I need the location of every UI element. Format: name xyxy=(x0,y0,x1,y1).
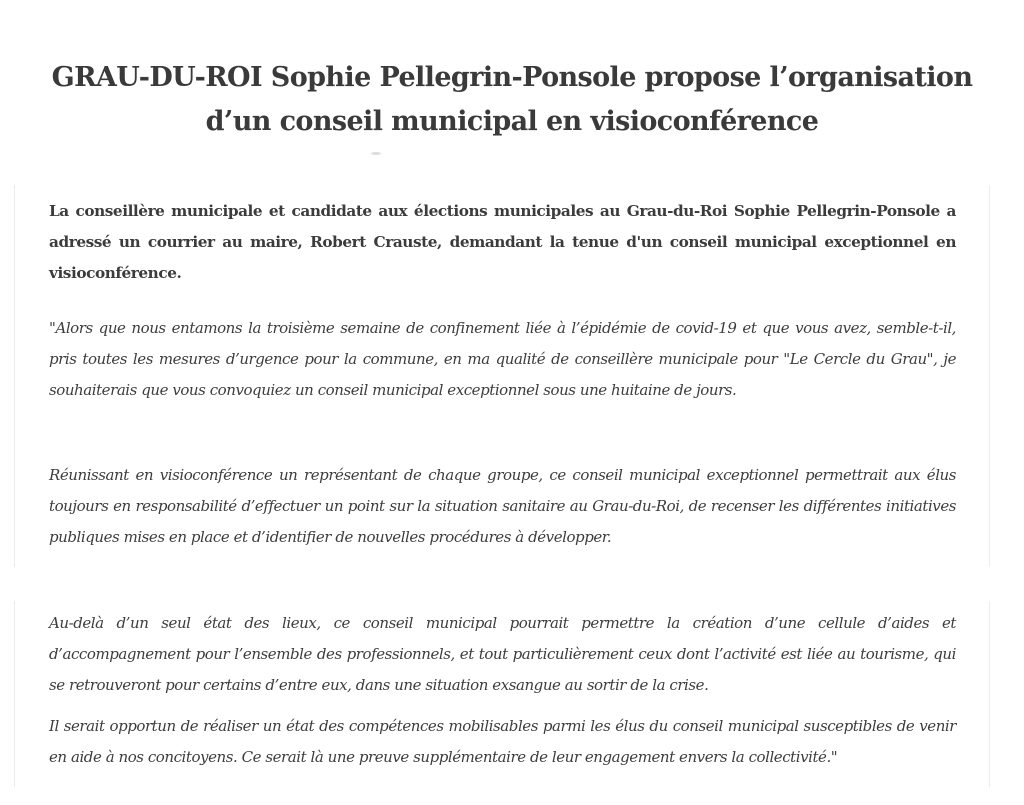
quote-paragraph-2: Réunissant en visioconférence un représentant de chaque groupe, ce conseil municipal exceptionnel permettrait aux élus toujours en responsabilité d’effectuer un point sur la situation sanitaire au Grau-du-Roi, de recenser les différentes initiatives publiques mises en place et d’identifier de nouvelles procédures à développer. xyxy=(49,466,956,546)
article-body-block-2 xyxy=(14,601,990,787)
quote-paragraph-3: Au-delà d’un seul état des lieux, ce conseil municipal pourrait permettre la création d’une cellule d’aides et d’accompagnement pour l’ensemble des professionnels, et tout particulièrement ceux dont l’activité est liée au tourisme, qui se retrouveront pour certains d’entre eux, dans une situation exsangue au sortir de la crise. xyxy=(49,614,956,694)
article-body-block-1 xyxy=(14,185,990,567)
article-lead: La conseillère municipale et candidate aux élections municipales au Grau-du-Roi Sophie Pellegrin-Ponsole a adressé un courrier au maire, Robert Crauste, demandant la tenue d'un conseil municipal exceptionnel en visioconférence. xyxy=(49,202,956,282)
article-title: GRAU-DU-ROI Sophie Pellegrin-Ponsole propose l’organisation d’un conseil municipal en visioconférence xyxy=(51,62,973,137)
title-underline-mark xyxy=(371,152,381,155)
quote-paragraph-1: "Alors que nous entamons la troisième semaine de confinement liée à l’épidémie de covid-19 et que vous avez, semble-t-il, pris toutes les mesures d’urgence pour la commune, en ma qualité de conseillère municipale pour "Le Cercle du Grau", je souhaiterais que vous convoquiez un conseil municipal exceptionnel sous une huitaine de jours. xyxy=(49,319,956,399)
quote-paragraph-4: Il serait opportun de réaliser un état des compétences mobilisables parmi les élus du conseil municipal susceptibles de venir en aide à nos concitoyens. Ce serait là une preuve supplémentaire de leur engagement envers la collectivité." xyxy=(49,717,956,766)
